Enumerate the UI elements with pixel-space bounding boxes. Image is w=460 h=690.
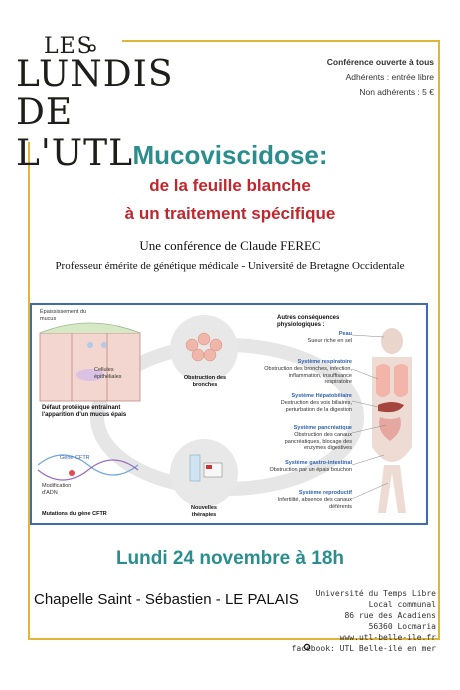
facebook-link[interactable]: facebook: UTL Belle-ile en mer bbox=[291, 644, 436, 653]
access-info bbox=[327, 55, 434, 100]
triskele-icon-bottom bbox=[300, 640, 314, 654]
address-line-2: Local communal bbox=[368, 600, 436, 609]
logo-line-3: DE L'UTL bbox=[16, 92, 134, 174]
system-hepatobiliary-name: Système Hépatobiliaire bbox=[291, 393, 352, 399]
address-line-4: 56360 Locmaria bbox=[368, 622, 436, 631]
info-nonmembers: Non adhérents : 5 € bbox=[359, 87, 434, 97]
event-venue: Chapelle Saint - Sébastien - LE PALAIS bbox=[34, 591, 299, 608]
other-consequences-title: Autres conséquences physiologiques : bbox=[277, 315, 340, 328]
speaker-role: Professeur émérite de génétique médicale - Université de Bretagne Occidentale bbox=[55, 260, 405, 272]
address-line-1: Université du Temps Libre bbox=[315, 589, 436, 598]
system-respiratory-desc: Obstruction des bronches, infection, inflammation, insuffisance respiratoire bbox=[264, 366, 352, 385]
speaker: Une conférence de Claude FEREC bbox=[139, 238, 321, 253]
system-gastro-name: Système gastro-intestinal bbox=[285, 460, 352, 466]
system-hepatobiliary-desc: Destruction des voix biliaires, perturbation de la digestion bbox=[280, 400, 352, 413]
subtitle-line-2: à un traitement spécifique bbox=[124, 204, 336, 223]
system-gastro-desc: Obstruction par un épais bouchon bbox=[269, 467, 352, 473]
bronchi-obstruction-label: Obstruction des bronches bbox=[183, 375, 227, 388]
system-skin-desc: Sueur riche en sel bbox=[307, 338, 352, 344]
new-therapies-label: Nouvelles thérapies bbox=[191, 505, 217, 518]
mucus-thickening-label: Épaississement du mucus bbox=[40, 309, 87, 322]
logo-line-2: LUNDIS bbox=[16, 54, 174, 95]
dna-modification-label: Modification d'ADN bbox=[42, 483, 72, 496]
event-date: Lundi 24 novembre à 18h bbox=[115, 548, 345, 569]
address-line-3: 86 rue des Acadiens bbox=[344, 611, 436, 620]
system-respiratory-name: Système respiratoire bbox=[297, 359, 352, 365]
website-link[interactable]: www.utl-belle-ile.fr bbox=[339, 633, 436, 642]
subtitle-line-1: de la feuille blanche bbox=[149, 176, 311, 195]
system-pancreatic-desc: Obstruction des canaux pancréatiques, blocage des enzymes digestives bbox=[284, 432, 352, 451]
info-open: Conférence ouverte à tous bbox=[326, 57, 434, 67]
cftr-mutations-label: Mutations du gène CFTR bbox=[42, 511, 107, 517]
epithelial-cells-label: Cellules épithéliales bbox=[94, 367, 122, 380]
page-title: Mucoviscidose: bbox=[132, 140, 328, 170]
logo-line-1: LES bbox=[44, 34, 93, 59]
system-pancreatic-name: Système pancréatique bbox=[293, 425, 352, 431]
protein-defect-label: Défaut protéique entraînant l'apparition d'un mucus épais bbox=[42, 405, 127, 418]
system-reproductive-desc: Infertilité, absence des canaux déférents bbox=[277, 497, 352, 510]
system-skin-name: Peau bbox=[338, 331, 352, 337]
epithelial-cells-illustration bbox=[40, 323, 140, 401]
system-reproductive-name: Système reproductif bbox=[298, 490, 352, 496]
cf-diagram bbox=[30, 303, 428, 525]
frame-top-border bbox=[122, 40, 440, 42]
cftr-gene-label: Gène CFTR bbox=[60, 455, 90, 461]
utl-logo bbox=[12, 34, 174, 174]
body-silhouette bbox=[372, 328, 412, 513]
info-members: Adhérents : entrée libre bbox=[345, 72, 434, 82]
triskele-icon bbox=[84, 40, 100, 56]
